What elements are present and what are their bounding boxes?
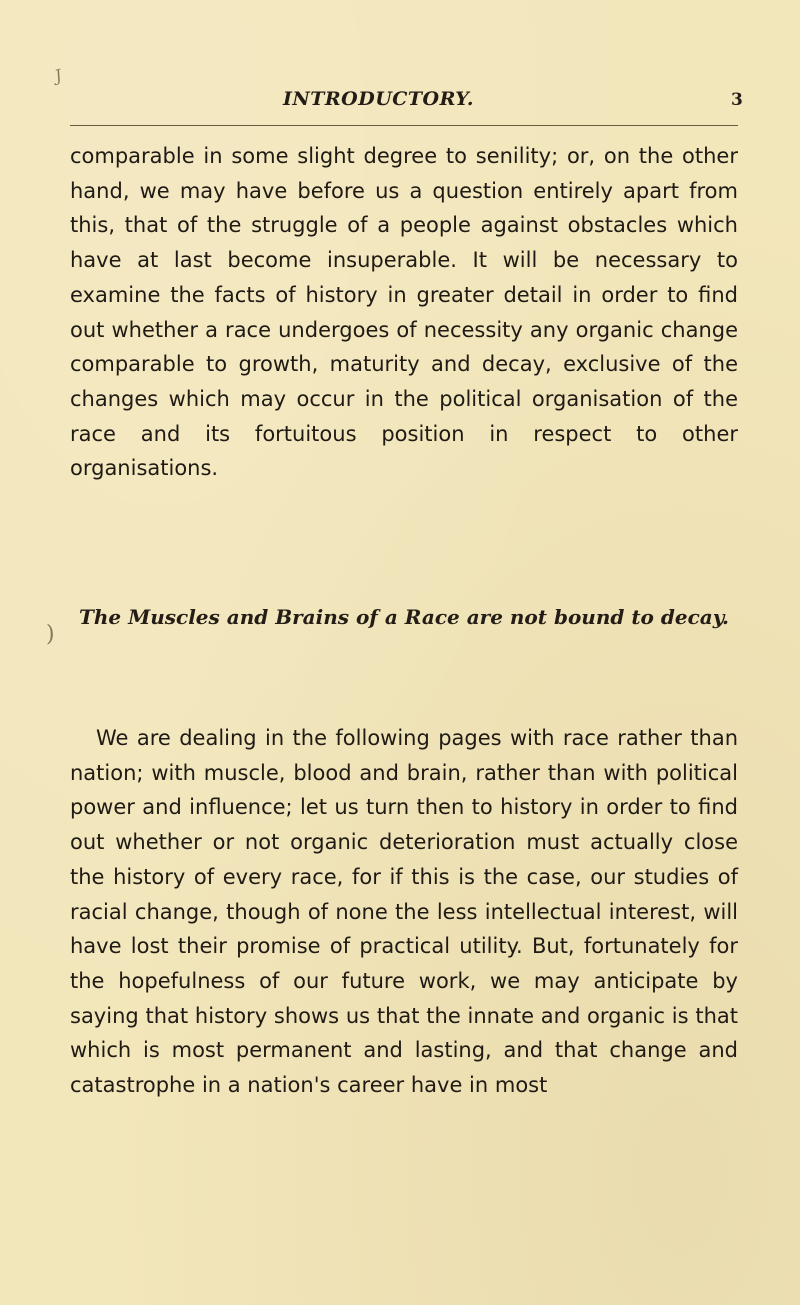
header-rule <box>70 125 738 126</box>
page-number: 3 <box>731 90 743 110</box>
running-head <box>0 88 800 128</box>
paragraph-1: comparable in some slight degree to senility; or, on the other hand, we may have before us a question entirely apart from this, that of the struggle of a people against obstacles which have at last become insuperable. It will be necessary to examine the facts of history in greater detail in order to find out whether a race undergoes of necessity any organic change comparable to growth, maturity and decay, exclusive of the changes which may occur in the political organisation of the race and its fortuitous position in respect to other organisations. <box>70 144 738 481</box>
section-heading: The Muscles and Brains of a Race are not bound to decay. <box>78 605 729 629</box>
running-title: INTRODUCTORY. <box>283 88 475 110</box>
paragraph-2: We are dealing in the following pages with race rather than nation; with muscle, blood and brain, rather than with political power and influence; let us turn then to history in order to find out whether or not organic deterioration must actually close the history of every race, for if this is the case, our studies of racial change, though of none the less intellectual interest, will have lost their promise of practical utility. But, fortunately for the hopefulness of our future work, we may anticipate by saying that history shows us that the innate and organic is that which is most permanent and lasting, and that change and catastrophe in a nation's career have in most <box>70 726 738 1098</box>
pencil-mark-top: J <box>52 65 64 86</box>
pencil-mark-margin: ) <box>46 622 55 647</box>
